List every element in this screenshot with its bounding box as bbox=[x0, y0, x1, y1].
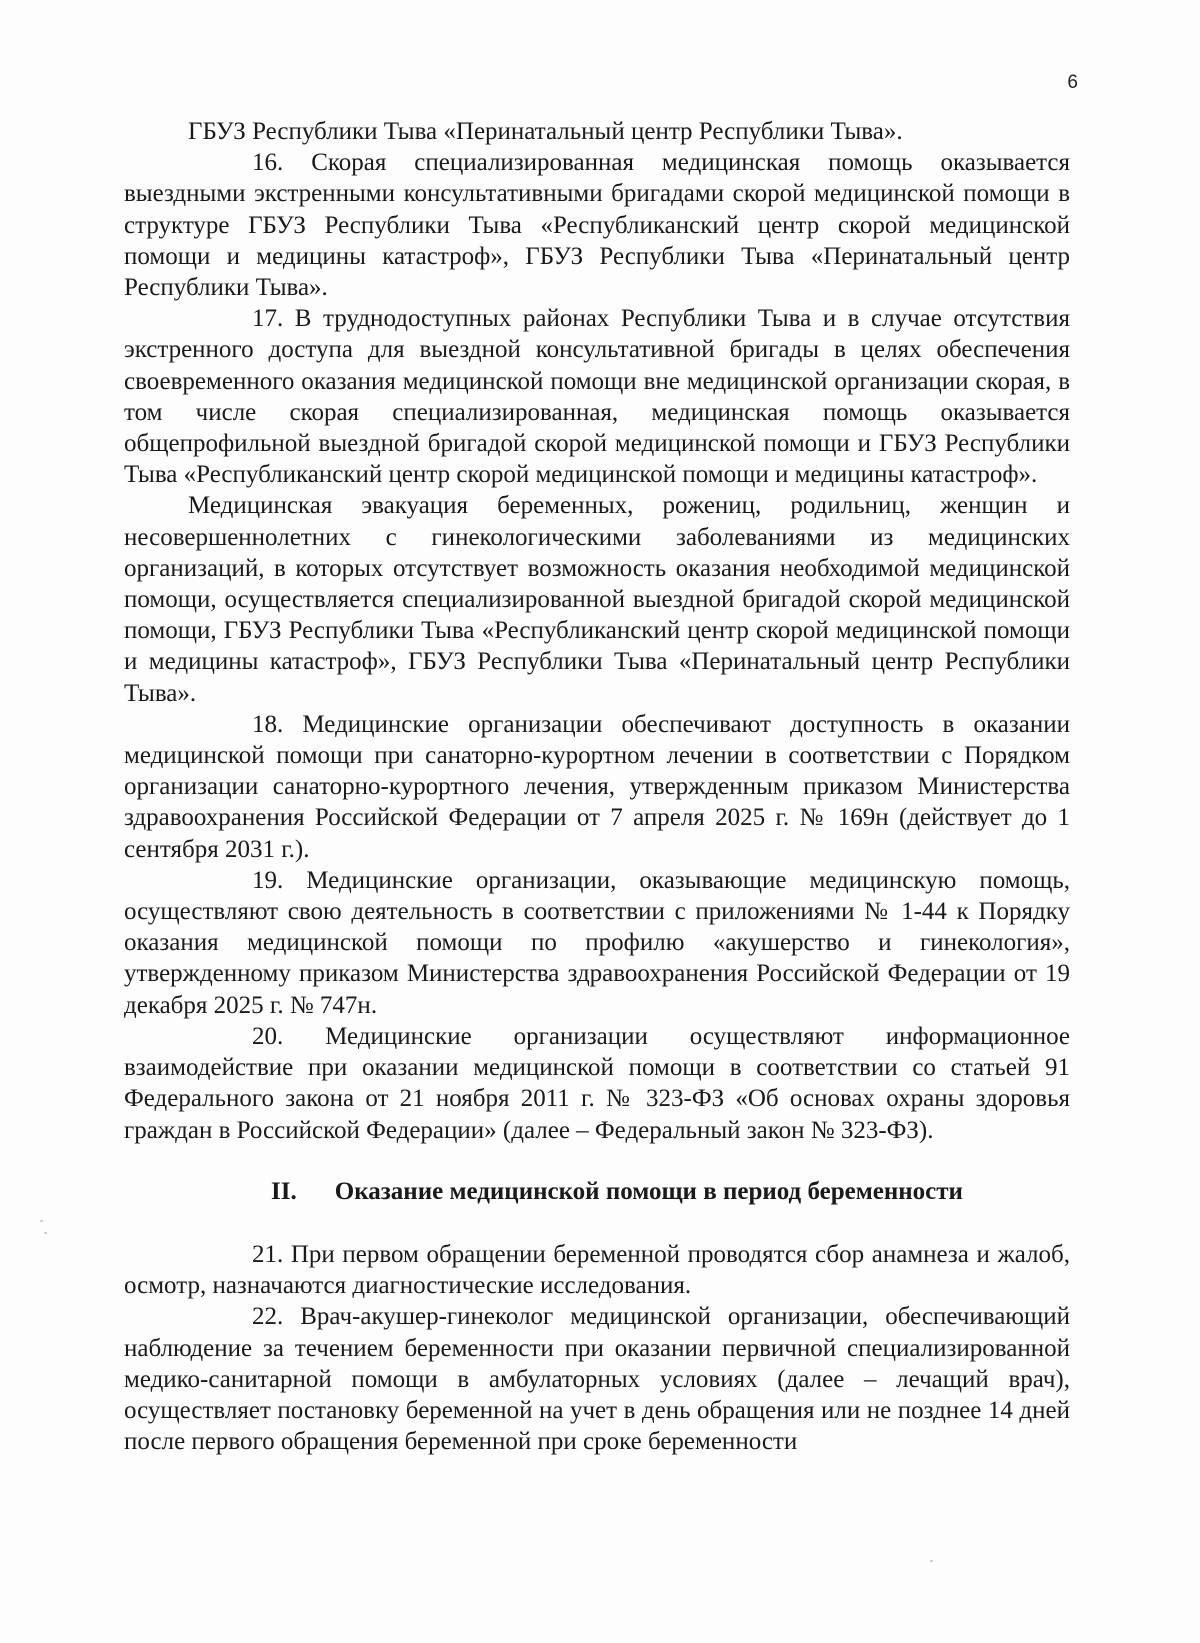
section-number: II. bbox=[271, 1177, 297, 1205]
paragraph-evacuation bbox=[124, 490, 1070, 708]
paragraph-text: Медицинские организации, оказывающие медицинскую помощь, осуществляют свою деятельность в соответствии с приложениями № 1-44 к Порядку оказания медицинской помощи по профилю «акушерство и гинекология», утвержденному приказом Министерства здравоохранения Российской Федерации от 19 декабря 2025 г. № 747н. bbox=[124, 866, 1071, 1019]
paragraph-text: Скорая специализированная медицинская помощь оказывается выездными экстренными консультативными бригадами скорой медицинской помощи в структуре ГБУЗ Республики Тыва «Республиканский центр скорой медицинской помощи и медицины катастроф», ГБУЗ Республики Тыва «Перинатальный центр Республики Тыва». bbox=[124, 149, 1070, 302]
section-title: Оказание медицинской помощи в период беременности bbox=[334, 1177, 963, 1205]
scan-speck bbox=[40, 1220, 43, 1222]
paragraph-text: ГБУЗ Республики Тыва «Перинатальный центр Республики Тыва». bbox=[188, 118, 903, 145]
paragraph-17 bbox=[124, 303, 1070, 490]
paragraph-19 bbox=[124, 865, 1070, 1021]
paragraph-text: При первом обращении беременной проводятся сбор анамнеза и жалоб, осмотр, назначаются диагностические исследования. bbox=[124, 1240, 1070, 1300]
paragraph-text: Медицинская эвакуация беременных, рожениц, родильниц, женщин и несовершеннолетних с гинекологическими заболеваниями из медицинских организаций, в которых отсутствует возможность оказания необходимой медицинской помощи, осуществляется специализированной выездной бригадой скорой медицинской помощи, ГБУЗ Республики Тыва «Республиканский центр скорой медицинской помощи и медицины катастроф», ГБУЗ Республики Тыва «Перинатальный центр Республики Тыва». bbox=[124, 492, 1070, 707]
paragraph-22 bbox=[124, 1301, 1070, 1457]
paragraph-continuation bbox=[124, 116, 1070, 147]
paragraph-21 bbox=[124, 1239, 1070, 1301]
paragraph-number: 16. bbox=[252, 149, 284, 177]
paragraph-number: 20. bbox=[252, 1022, 284, 1050]
scan-speck bbox=[930, 1560, 933, 1562]
paragraph-number: 18. bbox=[252, 710, 284, 738]
paragraph-number: 19. bbox=[252, 866, 284, 894]
paragraph-number: 17. bbox=[252, 305, 284, 333]
paragraph-number: 22. bbox=[252, 1303, 284, 1331]
paragraph-text: Медицинские организации осуществляют информационное взаимодействие при оказании медицинской помощи в соответствии со статьей 91 Федерального закона от 21 ноября 2011 г. № 323-ФЗ «Об основах охраны здоровья граждан в Российской Федерации» (далее – Федеральный закон № 323-ФЗ). bbox=[124, 1022, 1070, 1144]
page-number: 6 bbox=[1067, 72, 1078, 93]
section-heading bbox=[124, 1176, 1070, 1207]
paragraph-text: В труднодоступных районах Республики Тыва и в случае отсутствия экстренного доступа для выездной консультативной бригады в целях обеспечения своевременного оказания медицинской помощи вне медицинской организации скорая, в том числе скорая специализированная, медицинская помощь оказывается общепрофильной выездной бригадой скорой медицинской помощи и ГБУЗ Республики Тыва «Республиканский центр скорой медицинской помощи и медицины катастроф». bbox=[124, 305, 1070, 489]
paragraph-20 bbox=[124, 1021, 1070, 1146]
paragraph-text: Медицинские организации обеспечивают доступность в оказании медицинской помощи при санаторно-курортном лечении в соответствии с Порядком организации санаторно-курортного лечения, утвержденным приказом Министерства здравоохранения Российской Федерации от 7 апреля 2025 г. № 169н (действует до 1 сентября 2031 г.). bbox=[124, 710, 1070, 863]
paragraph-16 bbox=[124, 147, 1070, 303]
scan-speck bbox=[44, 1232, 47, 1234]
paragraph-18 bbox=[124, 709, 1070, 865]
paragraph-text: Врач-акушер-гинеколог медицинской организации, обеспечивающий наблюдение за течением беременности при оказании первичной специализированной медико-санитарной помощи в амбулаторных условиях (далее – лечащий врач), осуществляет постановку беременной на учет в день обращения или не позднее 14 дней после первого обращения беременной при сроке беременности bbox=[124, 1303, 1070, 1456]
document-body bbox=[124, 116, 1070, 1457]
paragraph-number: 21. bbox=[252, 1240, 284, 1268]
